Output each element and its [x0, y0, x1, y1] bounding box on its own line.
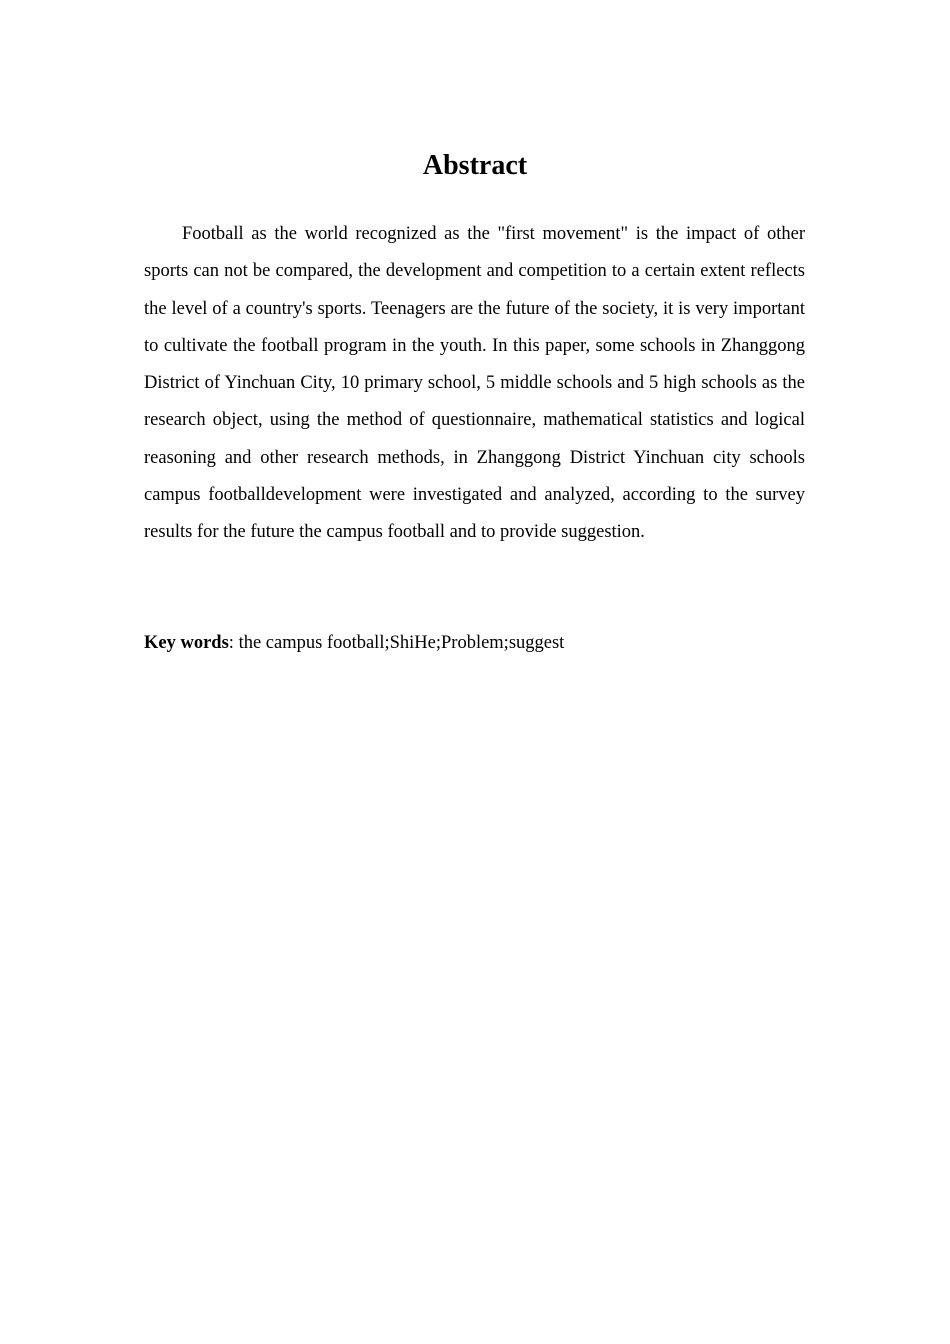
keywords-label: Key words	[144, 633, 229, 653]
keywords-separator: :	[228, 633, 239, 653]
abstract-paragraph: Football as the world recognized as the "first movement" is the impact of other sports can not be compared, the development and competition to a certain extent reflects the level of a country's sports. Teenagers are the future of the society, it is very important to cultivate the football program in the youth. In this paper, some schools in Zhanggong District of Yinchuan City, 10 primary school, 5 middle schools and 5 high schools as the research object, using the method of questionnaire, mathematical statistics and logical reasoning and other research methods, in Zhanggong District Yinchuan city schools campus footballdevelopment were investigated and analyzed, according to the survey results for the future the campus football and to provide suggestion.	[144, 224, 805, 543]
abstract-title: Abstract	[422, 150, 528, 181]
keywords-line	[144, 625, 805, 662]
keywords-text: the campus football;ShiHe;Problem;suggest	[238, 633, 565, 653]
